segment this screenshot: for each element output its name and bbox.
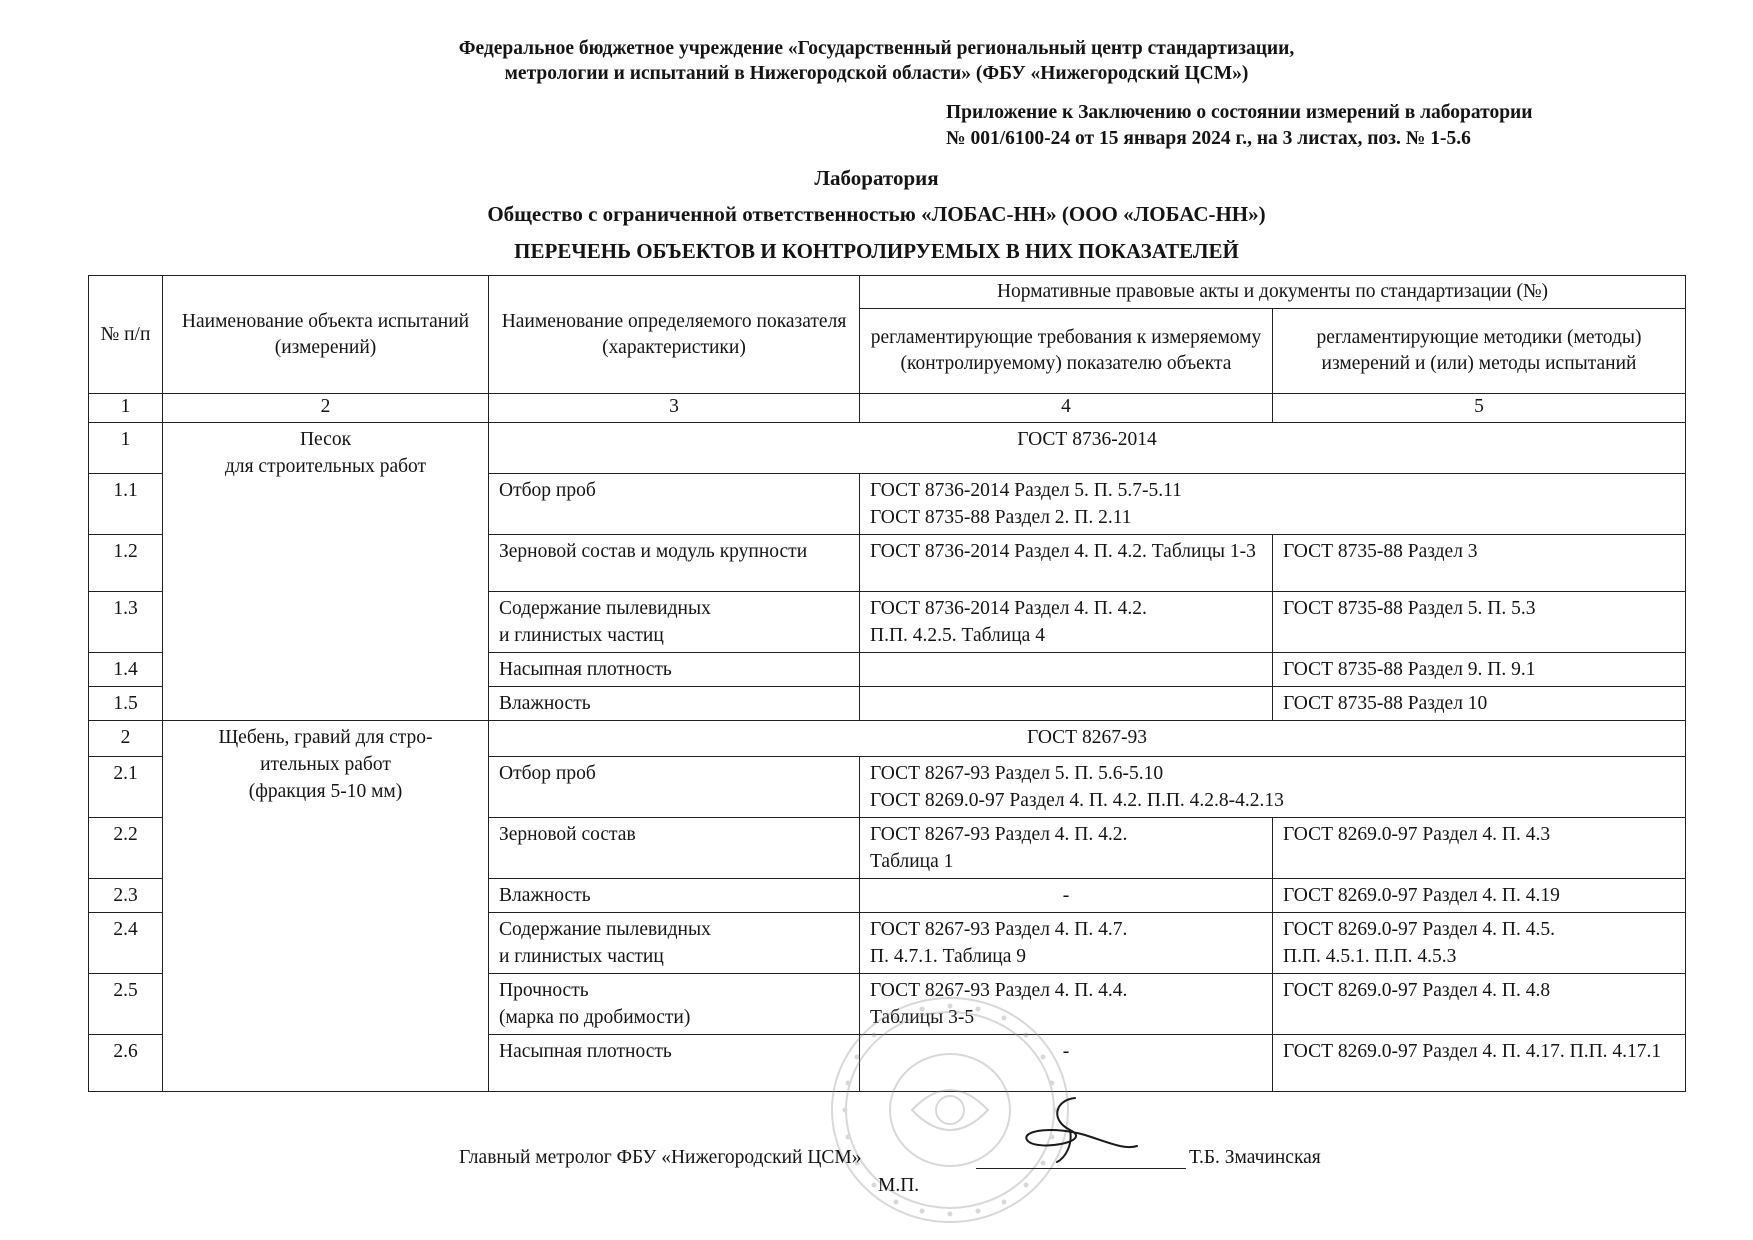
col-number: 1 [89,394,163,423]
header-requirements: регламентирующие требования к измеряемому (контролируемому) показателю объекта [860,309,1273,394]
appendix-line-1: Приложение к Заключению о состоянии измерений в лаборатории [946,102,1533,123]
row-num: 1.4 [89,653,163,687]
header-docs-group: Нормативные правовые акты и документы по стандартизации (№) [860,276,1686,309]
indicator-cell: Влажность [489,687,860,721]
requirements-cell: - [860,879,1273,913]
row-num: 1.1 [89,474,163,535]
table-header-row [89,276,1686,309]
row-num: 1 [89,423,163,474]
indicator-cell: Отбор проб [489,474,860,535]
row-num: 1.2 [89,535,163,592]
lab-title: Лаборатория [814,166,939,190]
col-number: 5 [1273,394,1686,423]
col-number: 4 [860,394,1273,423]
merged-doc-cell: ГОСТ 8736-2014 Раздел 5. П. 5.7-5.11 ГОСТ 8735-88 Раздел 2. П. 2.11 [860,474,1686,535]
col-number: 2 [163,394,489,423]
methods-cell: ГОСТ 8269.0-97 Раздел 4. П. 4.8 [1273,974,1686,1035]
indicator-cell: Зерновой состав [489,818,860,879]
handwritten-signature-icon [1015,1090,1145,1170]
table-row [89,423,1686,474]
group-document: ГОСТ 8267-93 [489,721,1686,757]
list-title: ПЕРЕЧЕНЬ ОБЪЕКТОВ И КОНТРОЛИРУЕМЫХ В НИХ ПОКАЗАТЕЛЕЙ [514,239,1239,263]
objects-table [88,275,1686,1092]
signatory-name: Т.Б. Змачинская [1189,1147,1321,1168]
stamp-place-label: М.П. [878,1175,920,1196]
header-num: № п/п [89,276,163,394]
requirements-cell: - [860,1035,1273,1092]
requirements-cell: ГОСТ 8736-2014 Раздел 4. П. 4.2. П.П. 4.2.5. Таблица 4 [860,592,1273,653]
methods-cell: ГОСТ 8269.0-97 Раздел 4. П. 4.3 [1273,818,1686,879]
methods-cell: ГОСТ 8269.0-97 Раздел 4. П. 4.19 [1273,879,1686,913]
organization-line-1: Федеральное бюджетное учреждение «Государственный региональный центр стандартизации, [458,38,1295,59]
organization-line-2: метрологии и испытаний в Нижегородской области» (ФБУ «Нижегородский ЦСМ») [504,63,1249,84]
row-num: 2.5 [89,974,163,1035]
methods-cell: ГОСТ 8269.0-97 Раздел 4. П. 4.17. П.П. 4.17.1 [1273,1035,1686,1092]
row-num: 1.3 [89,592,163,653]
lab-name: Общество с ограниченной ответственностью «ЛОБАС-НН» (ООО «ЛОБАС-НН») [487,202,1266,226]
requirements-cell: ГОСТ 8267-93 Раздел 4. П. 4.4. Таблицы 3-5 [860,974,1273,1035]
methods-cell: ГОСТ 8735-88 Раздел 9. П. 9.1 [1273,653,1686,687]
row-num: 2.2 [89,818,163,879]
appendix-line-2: № 001/6100-24 от 15 января 2024 г., на 3 листах, поз. № 1-5.6 [946,128,1471,149]
object-name: Песок для строительных работ [163,423,489,721]
merged-doc-cell: ГОСТ 8267-93 Раздел 5. П. 5.6-5.10 ГОСТ 8269.0-97 Раздел 4. П. 4.2. П.П. 4.2.8-4.2.13 [860,757,1686,818]
header-object: Наименование объекта испытаний (измерений) [163,276,489,394]
row-num: 2.3 [89,879,163,913]
row-num: 2.1 [89,757,163,818]
indicator-cell: Влажность [489,879,860,913]
indicator-cell: Содержание пылевидных и глинистых частиц [489,592,860,653]
signature-line [976,1168,1186,1169]
requirements-cell [860,687,1273,721]
object-name: Щебень, гравий для стро- ительных работ (фракция 5-10 мм) [163,721,489,1092]
indicator-cell: Зерновой состав и модуль крупности [489,535,860,592]
group-document: ГОСТ 8736-2014 [489,423,1686,474]
methods-cell: ГОСТ 8735-88 Раздел 10 [1273,687,1686,721]
methods-cell: ГОСТ 8269.0-97 Раздел 4. П. 4.5. П.П. 4.5.1. П.П. 4.5.3 [1273,913,1686,974]
col-number: 3 [489,394,860,423]
row-num: 2.6 [89,1035,163,1092]
row-num: 1.5 [89,687,163,721]
signatory-role: Главный метролог ФБУ «Нижегородский ЦСМ» [459,1147,862,1168]
row-num: 2 [89,721,163,757]
indicator-cell: Насыпная плотность [489,653,860,687]
methods-cell: ГОСТ 8735-88 Раздел 3 [1273,535,1686,592]
column-numbers-row [89,394,1686,423]
requirements-cell: ГОСТ 8736-2014 Раздел 4. П. 4.2. Таблицы 1-3 [860,535,1273,592]
requirements-cell: ГОСТ 8267-93 Раздел 4. П. 4.2. Таблица 1 [860,818,1273,879]
requirements-cell: ГОСТ 8267-93 Раздел 4. П. 4.7. П. 4.7.1. Таблица 9 [860,913,1273,974]
table-row [89,721,1686,757]
row-num: 2.4 [89,913,163,974]
indicator-cell: Насыпная плотность [489,1035,860,1092]
requirements-cell [860,653,1273,687]
indicator-cell: Отбор проб [489,757,860,818]
header-methods: регламентирующие методики (методы) измерений и (или) методы испытаний [1273,309,1686,394]
header-indicator: Наименование определяемого показателя (характеристики) [489,276,860,394]
indicator-cell: Содержание пылевидных и глинистых частиц [489,913,860,974]
methods-cell: ГОСТ 8735-88 Раздел 5. П. 5.3 [1273,592,1686,653]
indicator-cell: Прочность (марка по дробимости) [489,974,860,1035]
